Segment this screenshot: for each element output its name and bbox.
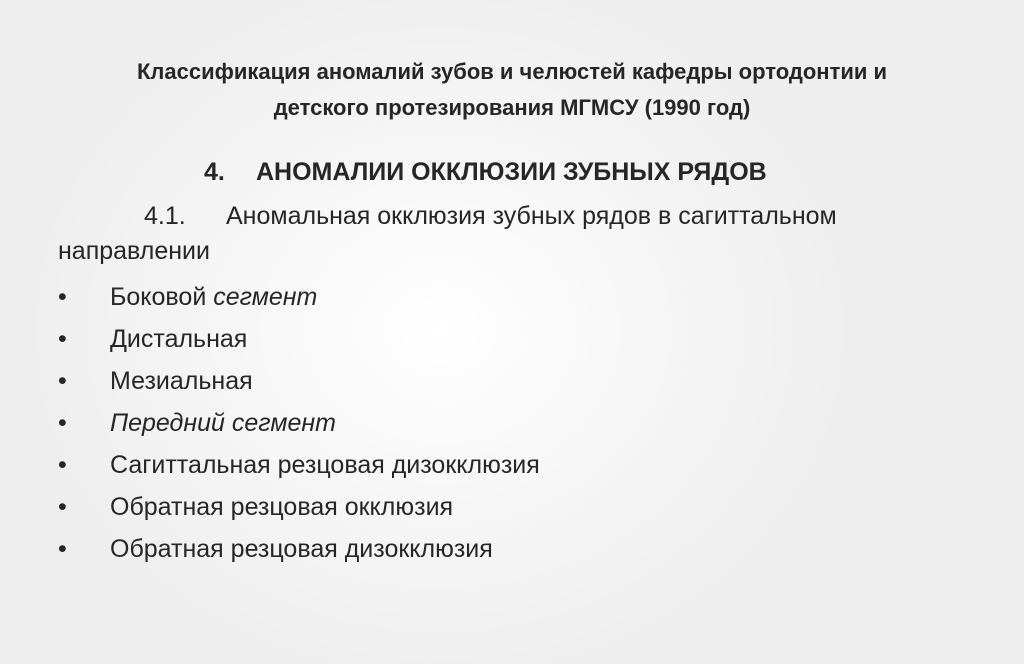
bullet-icon: •: [58, 409, 67, 437]
bullet-icon: •: [58, 493, 67, 521]
list-item: [58, 402, 540, 444]
bullet-list: [58, 276, 540, 570]
list-item-text: Мезиальная: [110, 367, 253, 395]
list-item: [58, 276, 540, 318]
list-item-text-italic: Передний сегмент: [110, 409, 336, 437]
list-item-text-italic: сегмент: [213, 283, 318, 311]
list-item-text: Дистальная: [110, 325, 248, 353]
list-item: [58, 318, 540, 360]
list-item-text: Обратная резцовая окклюзия: [110, 493, 454, 521]
list-item-text: Обратная резцовая дизокклюзия: [110, 535, 493, 563]
list-item: [58, 486, 540, 528]
section-number: 4.: [204, 158, 225, 186]
section-title: АНОМАЛИИ ОККЛЮЗИИ ЗУБНЫХ РЯДОВ: [256, 158, 767, 186]
slide-title-line-1: Классификация аномалий зубов и челюстей кафедры ортодонтии и: [136, 59, 888, 84]
bullet-icon: •: [58, 367, 67, 395]
bullet-icon: •: [58, 325, 67, 353]
subsection-heading: [58, 199, 988, 269]
list-item: [58, 528, 540, 570]
list-item-text: Боковой: [110, 283, 214, 311]
bullet-icon: •: [58, 451, 67, 479]
section-heading: [204, 153, 767, 191]
bullet-icon: •: [58, 283, 67, 311]
list-item-text: Сагиттальная резцовая дизокклюзия: [110, 451, 540, 479]
list-item: [58, 444, 540, 486]
slide-title-line-2: детского протезирования МГМСУ (1990 год): [273, 95, 751, 120]
bullet-icon: •: [58, 535, 67, 563]
list-item: [58, 360, 540, 402]
subsection-number: 4.1.: [144, 202, 186, 230]
subsection-title: Аномальная окклюзия зубных рядов в сагиттальном направлении: [58, 202, 837, 265]
slide-title: [40, 54, 984, 126]
